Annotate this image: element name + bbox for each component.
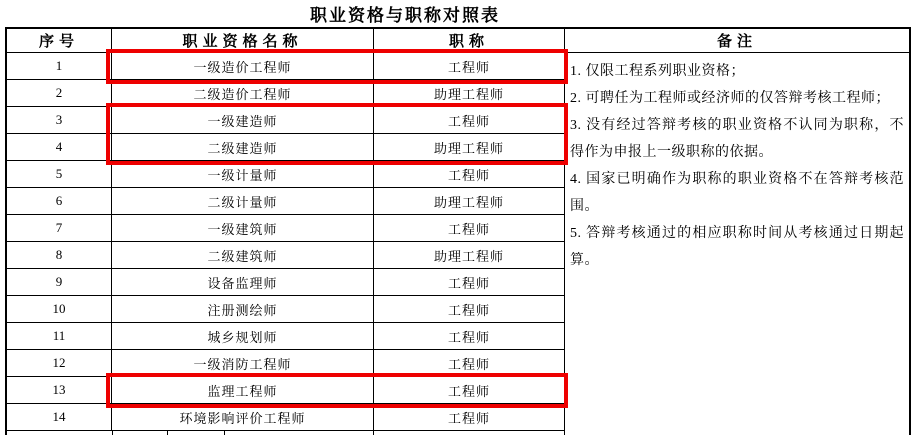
remark-item: 4. 国家已明确作为职称的职业资格不在答辩考核范围。 — [570, 172, 904, 214]
row-no: 9 — [7, 269, 112, 296]
qualification-name: 二级建筑师 — [112, 242, 374, 269]
title-name: 工程师 — [374, 404, 564, 431]
row-no: 6 — [7, 188, 112, 215]
title-name: 助理工程师 — [374, 134, 564, 161]
row-no: 1 — [7, 53, 112, 80]
col-header-remarks: 备注 — [565, 29, 909, 53]
table-row — [7, 161, 564, 188]
remark-item: 3. 没有经过答辩考核的职业资格不认同为职称，不得作为申报上一级职称的依据。 — [570, 118, 904, 160]
title-name: 工程师 — [374, 215, 564, 242]
remarks-column — [565, 29, 909, 435]
table-row — [7, 107, 564, 134]
table-row — [7, 350, 564, 377]
row-no: 8 — [7, 242, 112, 269]
qualification-name: 一级建造师 — [112, 107, 374, 134]
title-name: 工程师 — [374, 53, 564, 80]
qualification-title-table — [5, 27, 911, 435]
remark-item: 1. 仅限工程系列职业资格； — [570, 64, 745, 79]
table-row — [7, 404, 564, 431]
table-left-columns — [7, 29, 565, 435]
title-name: 助理工程师 — [374, 188, 564, 215]
col-header-title: 职称 — [374, 29, 564, 53]
title-name: 工程师 — [374, 323, 564, 350]
cutoff-bottom-row — [7, 431, 564, 435]
qualification-name: 一级造价工程师 — [112, 53, 374, 80]
qualification-name: 二级建造师 — [112, 134, 374, 161]
col-header-no: 序号 — [7, 29, 112, 53]
table-row — [7, 323, 564, 350]
row-no: 11 — [7, 323, 112, 350]
qualification-name: 监理工程师 — [112, 377, 374, 404]
table-row — [7, 296, 564, 323]
qualification-name: 城乡规划师 — [112, 323, 374, 350]
cutoff-row-divider — [167, 431, 168, 435]
remark-item: 2. 可聘任为工程师或经济师的仅答辩考核工程师； — [570, 91, 890, 106]
title-name: 助理工程师 — [374, 80, 564, 107]
remarks-body — [565, 53, 909, 435]
table-row — [7, 269, 564, 296]
row-no: 10 — [7, 296, 112, 323]
table-row — [7, 242, 564, 269]
row-no: 14 — [7, 404, 112, 431]
qualification-name: 一级计量师 — [112, 161, 374, 188]
table-header-row — [7, 29, 564, 53]
row-no: 4 — [7, 134, 112, 161]
cutoff-row-divider — [112, 431, 113, 435]
cutoff-row-divider — [373, 431, 374, 435]
qualification-name: 一级建筑师 — [112, 215, 374, 242]
title-name: 工程师 — [374, 377, 564, 404]
table-row — [7, 215, 564, 242]
qualification-name: 注册测绘师 — [112, 296, 374, 323]
table-row — [7, 188, 564, 215]
title-name: 助理工程师 — [374, 242, 564, 269]
row-no: 3 — [7, 107, 112, 134]
qualification-name: 环境影响评价工程师 — [112, 404, 374, 431]
title-name: 工程师 — [374, 161, 564, 188]
title-name: 工程师 — [374, 107, 564, 134]
page-title: 职业资格与职称对照表 — [310, 6, 500, 25]
table-row — [7, 134, 564, 161]
qualification-name: 二级造价工程师 — [112, 80, 374, 107]
qualification-name: 一级消防工程师 — [112, 350, 374, 377]
title-name: 工程师 — [374, 350, 564, 377]
qualification-name: 设备监理师 — [112, 269, 374, 296]
row-no: 7 — [7, 215, 112, 242]
remark-item: 5. 答辩考核通过的相应职称时间从考核通过日期起算。 — [570, 226, 904, 268]
qualification-name: 二级计量师 — [112, 188, 374, 215]
row-no: 5 — [7, 161, 112, 188]
row-no: 13 — [7, 377, 112, 404]
table-row — [7, 53, 564, 80]
col-header-qualification: 职业资格名称 — [112, 29, 374, 53]
cutoff-row-divider — [224, 431, 225, 435]
table-body — [7, 53, 564, 431]
row-no: 12 — [7, 350, 112, 377]
row-no: 2 — [7, 80, 112, 107]
table-row — [7, 80, 564, 107]
table-row — [7, 377, 564, 404]
title-name: 工程师 — [374, 269, 564, 296]
title-name: 工程师 — [374, 296, 564, 323]
